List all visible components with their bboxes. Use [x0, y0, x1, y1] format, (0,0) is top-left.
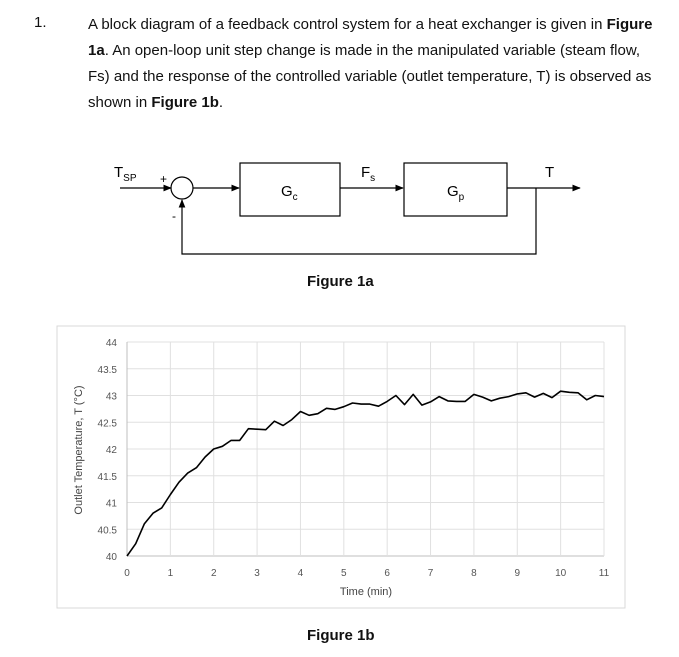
y-axis-title: Outlet Temperature, T (°C)	[73, 385, 85, 515]
figure-1a-caption: Figure 1a	[307, 273, 374, 290]
y-tick-label: 44	[105, 338, 117, 349]
question-intro: A block diagram of a feedback control system for a heat exchanger is given in	[88, 16, 603, 33]
figure-1a-reference: Figure 1a	[88, 16, 653, 59]
x-tick-label: 6	[384, 568, 390, 579]
series-line	[127, 391, 604, 556]
x-tick-label: 1	[167, 568, 174, 579]
setpoint-subscript: SP	[123, 173, 137, 184]
question-end: .	[218, 94, 224, 111]
x-tick-label: 7	[427, 568, 434, 579]
x-axis-title: Time (min)	[339, 586, 393, 598]
x-tick-label: 3	[254, 568, 260, 579]
summing-junction	[171, 177, 193, 199]
figure-1b-reference: Figure 1b	[151, 94, 219, 111]
setpoint-label: $T_{SP}$	[114, 164, 137, 184]
y-tick-label: 42.5	[97, 418, 117, 430]
controller-label: $G_c$	[281, 183, 298, 203]
y-tick-label: 40	[105, 552, 117, 563]
minus-sign: -	[172, 209, 176, 223]
question-middle: . An open-loop unit step change is made in the manipulated variable (steam flow, Fs) and the response of the controlled variable (outlet temperature, T) is observed as shown in	[88, 42, 652, 111]
block-diagram	[120, 163, 580, 254]
response-chart	[98, 338, 610, 579]
x-tick-label: 8	[471, 568, 477, 579]
question-number: 1.	[34, 14, 47, 31]
y-tick-label: 43	[105, 391, 117, 403]
x-tick-label: 4	[297, 568, 304, 579]
manipulated-variable-subscript: s	[370, 173, 376, 184]
controller-subscript: c	[292, 192, 298, 203]
y-tick-label: 41.5	[97, 471, 117, 483]
x-tick-label: 2	[210, 568, 217, 579]
output-label: T	[545, 164, 555, 181]
y-tick-label: 42	[105, 445, 117, 456]
process-label: $G_p$	[447, 183, 465, 203]
process-subscript: p	[458, 192, 465, 203]
y-tick-label: 43.5	[97, 364, 117, 376]
y-tick-label: 41	[105, 498, 117, 510]
figure-1b-caption: Figure 1b	[307, 627, 375, 644]
x-tick-label: 9	[514, 568, 521, 579]
x-tick-label: 5	[341, 568, 347, 579]
plus-sign: +	[160, 172, 168, 186]
x-tick-label: 11	[598, 568, 610, 579]
x-tick-label: 0	[124, 568, 130, 579]
y-tick-label: 40.5	[97, 525, 117, 537]
manipulated-variable-label: $F_s$	[361, 164, 376, 184]
x-tick-label: 10	[555, 568, 567, 579]
